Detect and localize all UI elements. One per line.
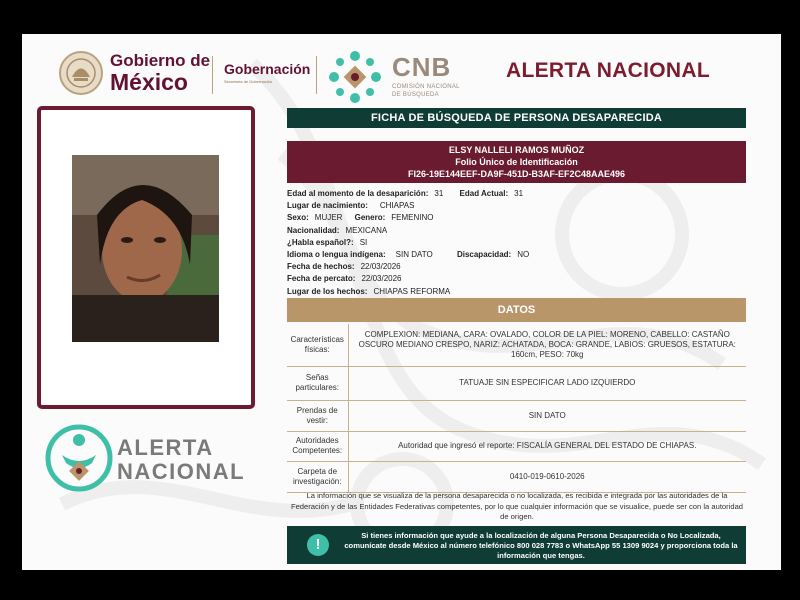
discapacidad-label: Discapacidad:: [456, 249, 512, 259]
fecha-percato-value: 22/03/2026: [361, 274, 402, 284]
person-name-box: [287, 141, 746, 183]
autoridades-value: Autoridad que ingresó el reporte: FISCALÍA GENERAL DEL ESTADO DE CHIAPAS.: [348, 431, 746, 461]
person-info: [287, 188, 529, 298]
info-row: [287, 200, 529, 212]
disclaimer-text: La información que se visualiza de la persona desaparecida o no localizada, es recibida e integrada por las autoridades de la Federación y de las Entidades Federativas competentes, por lo que cualquier información que se visualice, puede ser con la autoridad de origen.: [290, 491, 744, 521]
info-row: [287, 249, 529, 261]
discapacidad-value: NO: [517, 249, 530, 259]
gobernacion-logo: [224, 61, 310, 84]
senas-label: Señas particulares:: [287, 366, 348, 400]
nacional-text: NACIONAL: [117, 458, 246, 484]
info-row: [287, 237, 529, 249]
gobernacion-text: Gobernación: [224, 61, 311, 77]
habla-espanol-label: ¿Habla español?:: [287, 237, 354, 247]
table-row: [287, 431, 746, 461]
edad-actual-label: Edad Actual:: [459, 189, 509, 198]
cnb-subtext-line1: COMISIÓN NACIONAL: [392, 84, 460, 90]
fecha-percato-label: Fecha de percato:: [287, 274, 356, 284]
folio-value: FI26-19E144EEF-DA9F-451D-B3AF-EF2C48AAE496: [407, 169, 626, 179]
person-name: ELSY NALLELI RAMOS MUÑOZ: [448, 145, 585, 155]
prendas-value: SIN DATO: [348, 400, 746, 431]
idioma-value: SIN DATO: [395, 249, 433, 259]
fecha-hechos-label: Fecha de hechos:: [287, 262, 355, 272]
caracteristicas-value: COMPLEXION: MEDIANA, CARA: OVALADO, COLOR DE LA PIEL: MORENO, CABELLO: CASTAÑO OSCURO MEDIANO CRESPO, NARIZ: ACHATADA, BOCA: GRANDE, LABIOS: GRUESOS, ESTATURA: 160cm, PESO: 70kg: [348, 324, 746, 366]
fecha-hechos-value: 22/03/2026: [360, 262, 401, 272]
edad-actual-value: 31: [514, 189, 524, 198]
info-row: [287, 188, 529, 200]
cnb-logo-icon: [326, 48, 384, 106]
cnb-subtext-line2: DE BÚSQUEDA: [392, 91, 439, 98]
senas-value: TATUAJE SIN ESPECIFICAR LADO IZQUIERDO: [348, 366, 746, 400]
info-row: [287, 286, 529, 298]
table-row: [287, 400, 746, 431]
edad-desaparicion-value: 31: [434, 189, 444, 198]
datos-header: DATOS: [287, 298, 746, 322]
gobierno-de-text: Gobierno de: [110, 51, 211, 70]
carpeta-label: Carpeta de investigación:: [287, 461, 348, 492]
edad-desaparicion-label: Edad al momento de la desaparición:: [287, 189, 429, 198]
prendas-label: Prendas de vestir:: [287, 400, 348, 431]
lugar-hechos-value: CHIAPAS REFORMA: [373, 286, 451, 296]
sexo-value: MUJER: [314, 213, 343, 223]
info-row: [287, 261, 529, 273]
genero-value: FEMENINO: [391, 213, 434, 223]
nacionalidad-label: Nacionalidad:: [287, 225, 340, 235]
autoridades-label: Autoridades Competentes:: [287, 431, 348, 461]
caracteristicas-label: Características físicas:: [287, 324, 348, 366]
header-divider: [316, 56, 317, 94]
sexo-label: Sexo:: [287, 213, 309, 223]
info-row: [287, 273, 529, 285]
cnb-text: CNB: [392, 52, 452, 82]
folio-label: Folio Único de Identificación: [455, 157, 578, 167]
lugar-hechos-label: Lugar de los hechos:: [287, 286, 368, 296]
habla-espanol-value: SI: [359, 237, 368, 247]
info-row: [287, 212, 529, 224]
table-row: [287, 366, 746, 400]
mexico-text: México: [110, 69, 188, 95]
alert-poster: [22, 34, 781, 570]
person-photo: [72, 155, 219, 342]
alerta-nacional-wordmark: [117, 436, 245, 484]
table-row: [287, 461, 746, 492]
genero-label: Genero:: [354, 213, 386, 223]
alerta-nacional-logo-icon: [44, 423, 114, 493]
datos-table: [287, 324, 746, 493]
mexico-seal-icon: [58, 50, 104, 96]
alerta-text: ALERTA: [117, 435, 214, 460]
gobierno-mexico-logo: [58, 50, 210, 96]
table-row: [287, 324, 746, 366]
header-divider: [212, 56, 213, 94]
alerta-nacional-title: ALERTA NACIONAL: [506, 59, 710, 82]
lugar-nacimiento-label: Lugar de nacimiento:: [287, 201, 368, 211]
contact-text: Si tienes información que ayude a la localización de alguna Persona Desaparecida o No Localizada, comunícate desde México al número telefónico 800 028 7783 o WhatsApp 55 1309 9024 y proporciona toda la información que tengas.: [344, 531, 738, 560]
photo-frame: [37, 106, 255, 409]
info-row: [287, 225, 529, 237]
cnb-wordmark: [392, 52, 460, 99]
lugar-nacimiento-value: CHIAPAS: [379, 201, 415, 211]
gobernacion-subtext: Secretaría de Gobernación: [224, 79, 273, 84]
idioma-label: Idioma o lengua indígena:: [287, 249, 386, 259]
ficha-title: FICHA DE BÚSQUEDA DE PERSONA DESAPARECIDA: [287, 108, 746, 128]
carpeta-value: 0410-019-0610-2026: [348, 461, 746, 492]
exclamation-icon: !: [307, 534, 329, 556]
nacionalidad-value: MEXICANA: [345, 225, 388, 235]
contact-banner: [287, 526, 746, 564]
